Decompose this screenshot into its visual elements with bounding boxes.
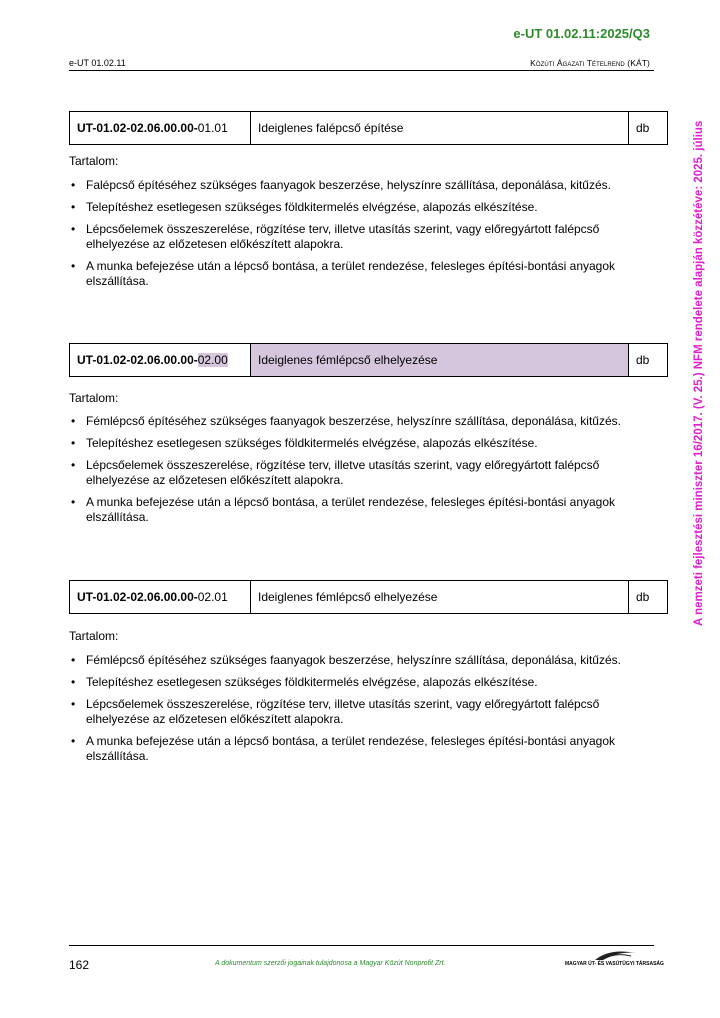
tartalom-label: Tartalom: bbox=[69, 391, 119, 405]
item-code-suffix: 02.00 bbox=[197, 353, 228, 367]
content-list bbox=[69, 178, 639, 296]
item-code bbox=[70, 112, 251, 144]
item-code-suffix: 01.01 bbox=[197, 121, 228, 135]
tartalom-label: Tartalom: bbox=[69, 629, 119, 643]
item-code-suffix: 02.01 bbox=[197, 590, 228, 604]
item-unit: db bbox=[636, 590, 650, 604]
footer-divider bbox=[69, 945, 654, 946]
header-right: Közúti Ágazati Tételrend (KÁT) bbox=[530, 58, 650, 68]
item-table bbox=[69, 343, 668, 377]
item-name: Ideiglenes falépcső építése bbox=[251, 112, 629, 144]
list-item: • Telepítéshez esetlegesen szükséges földkitermelés elvégzése, alapozás elkészítése. bbox=[69, 436, 639, 451]
list-item: • Telepítéshez esetlegesen szükséges földkitermelés elvégzése, alapozás elkészítése. bbox=[69, 200, 639, 215]
content-list bbox=[69, 653, 639, 771]
list-item: • Fémlépcső építéséhez szükséges faanyagok beszerzése, helyszínre szállítása, deponálása, kitűzés. bbox=[69, 414, 639, 429]
item-code-prefix: UT-01.02-02.06.00.00- bbox=[77, 121, 198, 135]
item-name: Ideiglenes fémlépcső elhelyezése bbox=[251, 344, 629, 376]
item-unit: db bbox=[636, 121, 650, 135]
content-list bbox=[69, 414, 639, 532]
tartalom-label: Tartalom: bbox=[69, 154, 119, 168]
header-left: e-UT 01.02.11 bbox=[69, 58, 126, 68]
list-item: • Lépcsőelemek összeszerelése, rögzítése terv, illetve utasítás szerint, vagy előregyártott falépcső elhelyezése az előzetesen előkészített alapokra. bbox=[69, 222, 639, 252]
list-item: • Telepítéshez esetlegesen szükséges földkitermelés elvégzése, alapozás elkészítése. bbox=[69, 675, 639, 690]
list-item: • A munka befejezése után a lépcső bontása, a terület rendezése, felesleges építési-bontási anyagok elszállítása. bbox=[69, 259, 639, 289]
list-item: • Lépcsőelemek összeszerelése, rögzítése terv, illetve utasítás szerint, vagy előregyártott falépcső elhelyezése az előzetesen előkészített alapokra. bbox=[69, 458, 639, 488]
side-publication-note: A nemzeti fejlesztési miniszter 16/2017. (V. 25.) NFM rendelete alapján közzétéve: 2025. július bbox=[693, 120, 705, 626]
header-divider bbox=[69, 70, 654, 71]
list-item: • A munka befejezése után a lépcső bontása, a terület rendezése, felesleges építési-bontási anyagok elszállítása. bbox=[69, 734, 639, 764]
item-table bbox=[69, 111, 668, 145]
item-unit: db bbox=[636, 353, 650, 367]
item-code-prefix: UT-01.02-02.06.00.00- bbox=[77, 353, 198, 367]
item-code bbox=[70, 581, 251, 613]
list-item: • Lépcsőelemek összeszerelése, rögzítése terv, illetve utasítás szerint, vagy előregyártott falépcső elhelyezése az előzetesen előkészített alapokra. bbox=[69, 697, 639, 727]
list-item: • Falépcső építéséhez szükséges faanyagok beszerzése, helyszínre szállítása, deponálása, kitűzés. bbox=[69, 178, 639, 193]
copyright-notice: A dokumentum szerzői jogainak tulajdonosa a Magyar Közút Nonprofit Zrt. bbox=[215, 960, 446, 967]
list-item: • A munka befejezése után a lépcső bontása, a terület rendezése, felesleges építési-bontási anyagok elszállítása. bbox=[69, 495, 639, 525]
item-code-prefix: UT-01.02-02.06.00.00- bbox=[77, 590, 198, 604]
logo-text: MAGYAR ÚT- ÉS VASÚTÜGYI TÁRSASÁG bbox=[565, 961, 664, 967]
page-number: 162 bbox=[69, 958, 90, 972]
list-item: • Fémlépcső építéséhez szükséges faanyagok beszerzése, helyszínre szállítása, deponálása, kitűzés. bbox=[69, 653, 639, 668]
item-name: Ideiglenes fémlépcső elhelyezése bbox=[251, 581, 629, 613]
item-table bbox=[69, 580, 668, 614]
document-code: e-UT 01.02.11:2025/Q3 bbox=[513, 26, 650, 41]
item-code bbox=[70, 344, 251, 376]
